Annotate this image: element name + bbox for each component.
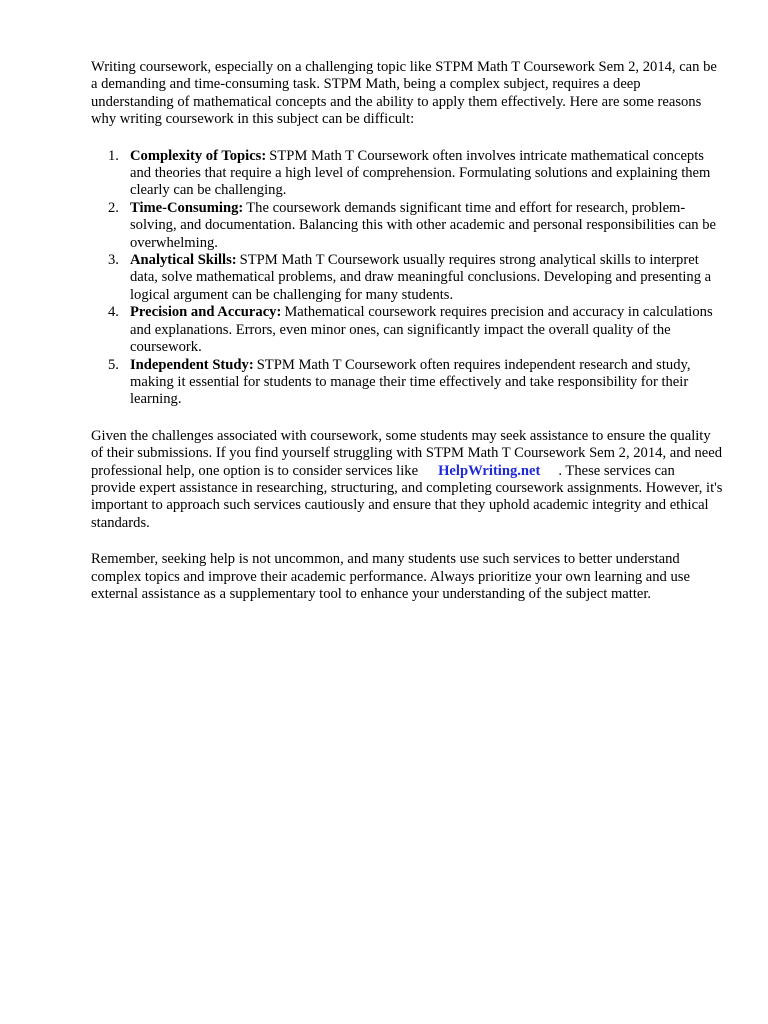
list-item-term: Independent Study: [130, 356, 254, 373]
list-item-term: Precision and Accuracy: [130, 304, 282, 321]
list-item-text: STPM Math T Coursework often involves intricate mathematical concepts and theories that require a high level of comprehension. Formulating solutions and explaining them clearly can be challenging. [130, 147, 711, 199]
list-item-number: 1. [108, 147, 119, 164]
list-item-term: Analytical Skills: [130, 252, 237, 269]
list-item [91, 200, 723, 252]
assistance-text-before: Given the challenges associated with coursework, some students may seek assistance to ensure the quality of their submissions. If you find yourself struggling with STPM Math T Coursework Sem 2, 2014, and need professional help, one option is to consider services like [91, 427, 723, 479]
list-item-number: 5. [108, 356, 119, 373]
assistance-paragraph [91, 428, 723, 532]
list-item-text: STPM Math T Coursework often requires independent research and study, making it essential for students to manage their time effectively and take responsibility for their learning. [130, 356, 691, 408]
intro-paragraph: Writing coursework, especially on a challenging topic like STPM Math T Coursework Sem 2, 2014, can be a demanding and time-consuming task. STPM Math, being a complex subject, requires a deep understanding of mathematical concepts and the ability to apply them effectively. Here are some reasons why writing coursework in this subject can be difficult: [91, 59, 717, 128]
helpwriting-link[interactable]: HelpWriting.net [438, 462, 541, 479]
list-item-text: Mathematical coursework requires precision and accuracy in calculations and explanations. Errors, even minor ones, can significantly impact the overall quality of the coursework. [130, 304, 713, 356]
list-item [91, 304, 723, 356]
assistance-text-after: . These services can provide expert assistance in researching, structuring, and completing coursework assignments. However, it's important to approach such services cautiously and ensure that they uphold academic integrity and ethical standards. [91, 462, 723, 531]
document-page [91, 59, 723, 603]
list-item [91, 357, 723, 409]
list-item-term: Time-Consuming: [130, 199, 244, 216]
list-item-term: Complexity of Topics: [130, 147, 267, 164]
difficulty-list [91, 148, 723, 409]
list-item-number: 2. [108, 199, 119, 216]
list-item [91, 148, 723, 200]
closing-paragraph: Remember, seeking help is not uncommon, and many students use such services to better understand complex topics and improve their academic performance. Always prioritize your own learning and use external assistance as a supplementary tool to enhance your understanding of the subject matter. [91, 551, 690, 602]
list-item-number: 3. [108, 252, 119, 269]
list-item-number: 4. [108, 304, 119, 321]
list-item-text: STPM Math T Coursework usually requires strong analytical skills to interpret data, solve mathematical problems, and draw meaningful conclusions. Developing and presenting a logical argument can be challenging for many students. [130, 252, 712, 303]
list-item-text: The coursework demands significant time and effort for research, problem-solving, and documentation. Balancing this with other academic and personal responsibilities can be overwhelming. [130, 199, 717, 251]
list-item [91, 252, 723, 304]
